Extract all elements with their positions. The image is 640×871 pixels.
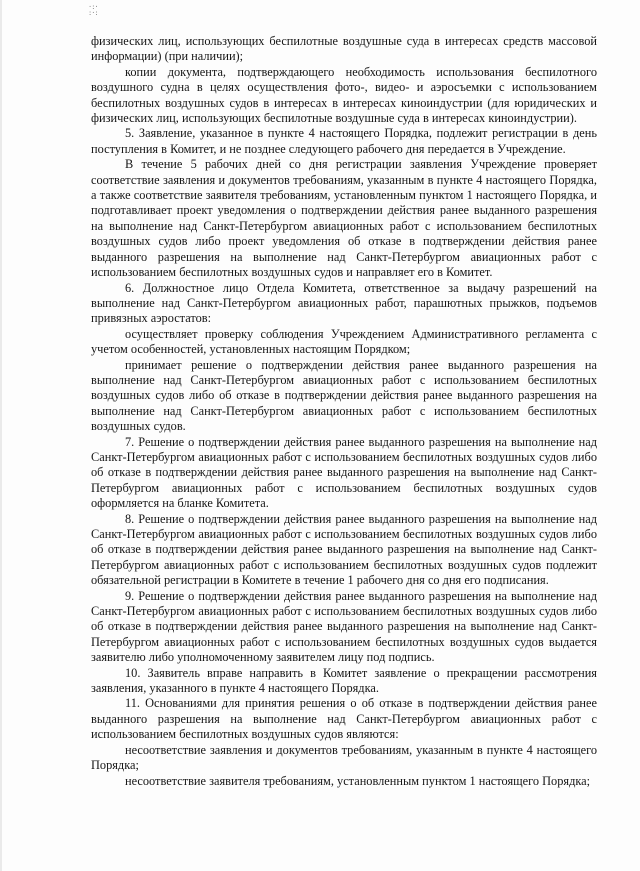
paragraph-review-period: В течение 5 рабочих дней со дня регистрации заявления Учреждение проверяет соответствие заявления и документов требованиям, указанным в пункте 4 настоящего Порядка, а также соответствие заявителя требованиям, установленным пунктом 1 настоящего Порядка, и подготавливает проект уведомления о подтверждении действия ранее выданного разрешения на выполнение над Санкт-Петербургом авиационных работ с использованием беспилотных воздушных судов либо проект уведомления об отказе в подтверждении действия ранее выданного разрешения на выполнение над Санкт-Петербургом авиационных работ с использованием беспилотных воздушных судов и направляет его в Комитет. — [91, 157, 597, 280]
paragraph-item-6-check: осуществляет проверку соблюдения Учреждением Административного регламента с учетом особенностей, установленных настоящим Порядком; — [91, 326, 597, 357]
paragraph-copy-requirement: копии документа, подтверждающего необходимость использования беспилотного воздушного судна в целях осуществления фото-, видео- и аэросъемки с использованием беспилотных воздушных судов в интересах в интересах киноиндустрии (для юридических и физических лиц, использующих беспилотные воздушные суда в интересах киноиндустрии). — [91, 64, 597, 126]
paragraph-continuation: физических лиц, использующих беспилотные воздушные суда в интересах средств массовой информации) (при наличии); — [91, 34, 597, 64]
scan-artifact-mark: ·:· :·: — [88, 3, 98, 17]
paragraph-item-10: 10. Заявитель вправе направить в Комитет заявление о прекращении рассмотрения заявления, указанного в пункте 4 настоящего Порядка. — [91, 665, 597, 696]
paragraph-item-6-decision: принимает решение о подтверждении действия ранее выданного разрешения на выполнение над Санкт-Петербургом авиационных работ с использованием беспилотных воздушных судов либо об отказе в подтверждении действия ранее выданного разрешения на выполнение над Санкт-Петербургом авиационных работ с использованием беспилотных воздушных судов. — [91, 357, 597, 434]
scan-edge — [0, 0, 2, 871]
paragraph-item-11: 11. Основаниями для принятия решения о об отказе в подтверждении действия ранее выданного разрешения на выполнение над Санкт-Петербургом авиационных работ с использованием беспилотных воздушных судов являются: — [91, 696, 597, 742]
paragraph-item-9: 9. Решение о подтверждении действия ранее выданного разрешения на выполнение над Санкт-Петербургом авиационных работ с использованием беспилотных воздушных судов либо об отказе в подтверждении действия ранее выданного разрешения на выполнение над Санкт-Петербургом авиационных работ с использованием беспилотных воздушных судов выдается заявителю либо уполномоченному заявителем лицу под подпись. — [91, 588, 597, 665]
paragraph-item-11-reason-2: несоответствие заявителя требованиям, установленным пунктом 1 настоящего Порядка; — [125, 773, 591, 788]
document-body — [91, 34, 597, 789]
paragraph-item-7: 7. Решение о подтверждении действия ранее выданного разрешения на выполнение над Санкт-Петербургом авиационных работ с использованием беспилотных воздушных судов либо об отказе в подтверждении действия ранее выданного разрешения на выполнение над Санкт-Петербургом авиационных работ с использованием беспилотных воздушных судов оформляется на бланке Комитета. — [91, 434, 597, 511]
paragraph-item-11-reason-1: несоответствие заявления и документов требованиям, указанным в пункте 4 настоящего Порядка; — [91, 742, 597, 773]
paragraph-item-6: 6. Должностное лицо Отдела Комитета, ответственное за выдачу разрешений на выполнение над Санкт-Петербургом авиационных работ, парашютных прыжков, подъемов привязных аэростатов: — [91, 280, 597, 326]
paragraph-item-8: 8. Решение о подтверждении действия ранее выданного разрешения на выполнение над Санкт-Петербургом авиационных работ с использованием беспилотных воздушных судов либо об отказе в подтверждении действия ранее выданного разрешения на выполнение над Санкт-Петербургом авиационных работ с использованием беспилотных воздушных судов подлежит обязательной регистрации в Комитете в течение 1 рабочего дня со дня его подписания. — [91, 511, 597, 588]
paragraph-item-5: 5. Заявление, указанное в пункте 4 настоящего Порядка, подлежит регистрации в день поступления в Комитет, и не позднее следующего рабочего дня передается в Учреждение. — [91, 126, 597, 156]
